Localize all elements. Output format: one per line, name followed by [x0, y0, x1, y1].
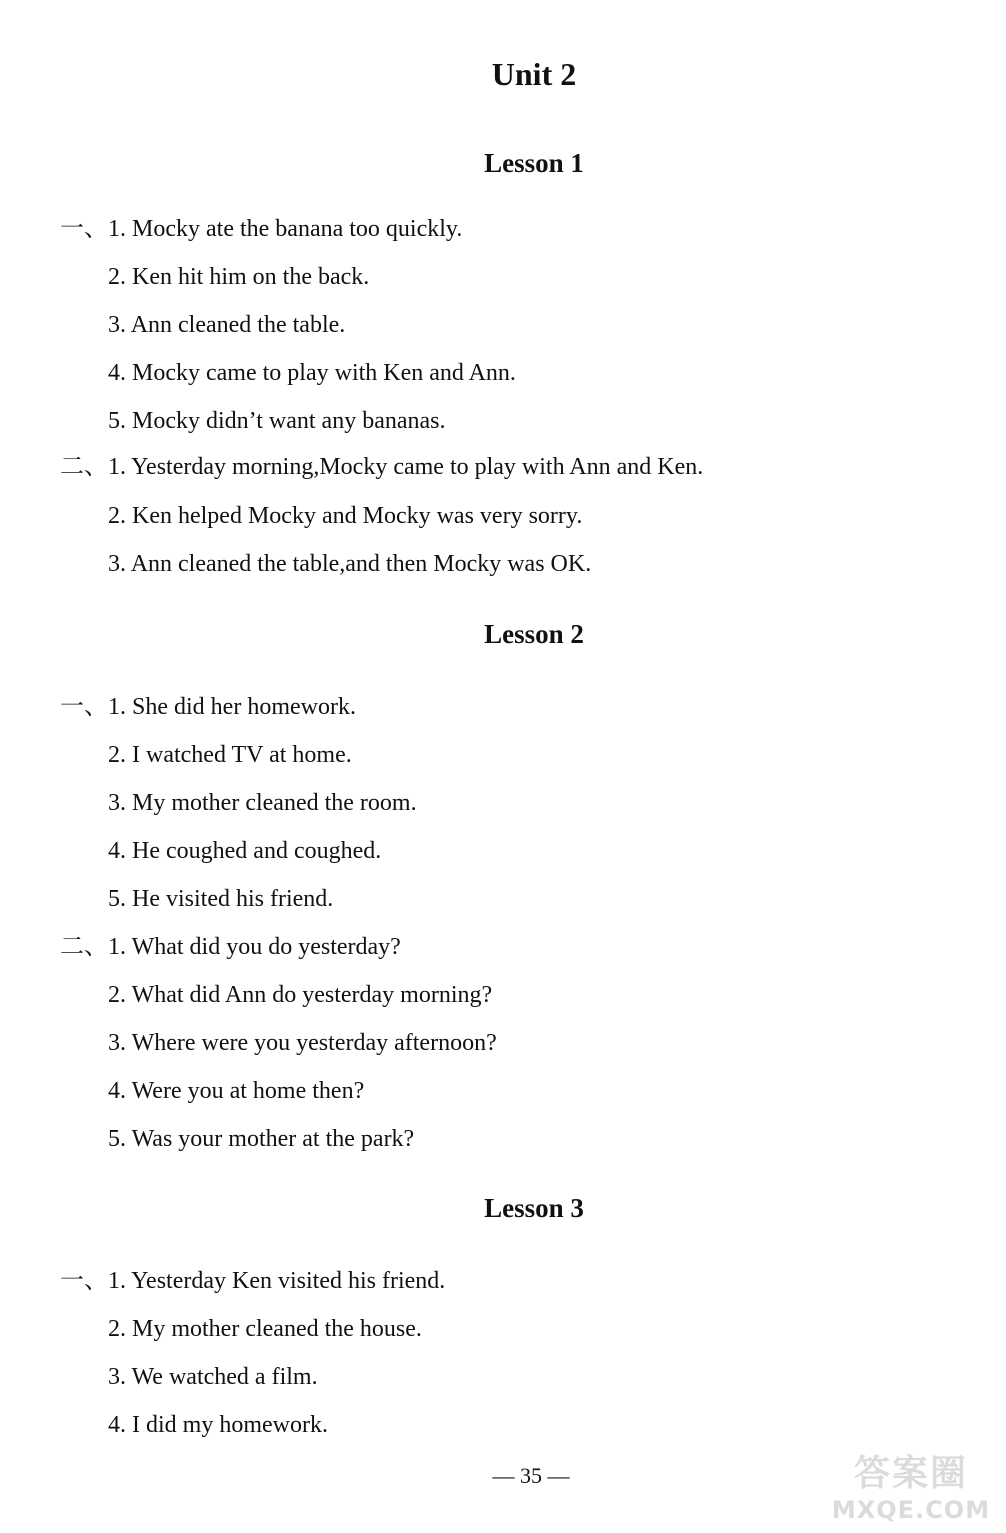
item-number: 3.	[108, 1364, 126, 1390]
item-text: My mother cleaned the house.	[132, 1316, 422, 1342]
list-item	[108, 406, 446, 436]
item-text: He visited his friend.	[132, 886, 334, 912]
watermark-top-text: 答案圈	[853, 1453, 968, 1494]
item-number: 1.	[108, 934, 126, 960]
item-text: Mocky ate the banana too quickly.	[132, 216, 463, 242]
unit-title: Unit 2	[491, 56, 577, 92]
item-number: 1.	[108, 1268, 126, 1294]
list-item	[60, 1266, 445, 1296]
watermark-bottom-text: MXQE.COM	[831, 1496, 991, 1524]
item-number: 5.	[108, 408, 126, 434]
list-item	[60, 932, 401, 962]
list-item	[108, 549, 591, 579]
item-text: We watched a film.	[131, 1364, 318, 1390]
lesson-title: Lesson 1	[484, 148, 584, 178]
list-item	[60, 214, 462, 244]
item-number: 3.	[108, 312, 126, 338]
list-item	[108, 310, 345, 340]
item-number: 2.	[108, 982, 126, 1008]
item-text: Was your mother at the park?	[131, 1126, 415, 1152]
section-marker: 一、	[60, 216, 108, 242]
item-text: I did my homework.	[132, 1412, 328, 1438]
item-text: What did Ann do yesterday morning?	[131, 982, 493, 1008]
section-marker: 二、	[60, 934, 108, 960]
item-number: 2.	[108, 1316, 126, 1342]
list-item	[108, 1028, 497, 1058]
item-text: She did her homework.	[132, 694, 356, 720]
list-item	[108, 262, 369, 292]
item-text: Where were you yesterday afternoon?	[131, 1030, 497, 1056]
list-item	[108, 1076, 364, 1106]
list-item	[108, 1362, 318, 1392]
item-text: Were you at home then?	[131, 1078, 365, 1104]
list-item	[108, 836, 381, 866]
item-number: 2.	[108, 503, 126, 529]
item-number: 3.	[108, 790, 126, 816]
item-number: 2.	[108, 264, 126, 290]
list-item	[60, 452, 703, 482]
item-number: 4.	[108, 1078, 126, 1104]
list-item	[108, 1124, 414, 1154]
item-text: He coughed and coughed.	[132, 838, 382, 864]
list-item	[108, 884, 333, 914]
item-text: Ken hit him on the back.	[132, 264, 370, 290]
item-text: Yesterday Ken visited his friend.	[131, 1268, 446, 1294]
item-number: 1.	[108, 454, 126, 480]
item-number: 1.	[108, 216, 126, 242]
item-number: 2.	[108, 742, 126, 768]
list-item	[108, 1314, 422, 1344]
item-text: I watched TV at home.	[132, 742, 352, 768]
list-item	[108, 788, 417, 818]
item-number: 5.	[108, 1126, 126, 1152]
lesson-title: Lesson 3	[484, 1193, 584, 1223]
list-item	[108, 1410, 328, 1440]
item-number: 3.	[108, 1030, 126, 1056]
item-text: Ann cleaned the table,and then Mocky was OK.	[130, 551, 592, 577]
section-marker: 二、	[60, 454, 108, 480]
item-text: Mocky came to play with Ken and Ann.	[132, 360, 516, 386]
item-text: My mother cleaned the room.	[132, 790, 417, 816]
item-number: 4.	[108, 838, 126, 864]
list-item	[108, 980, 492, 1010]
item-text: Yesterday morning,Mocky came to play with Ann and Ken.	[131, 454, 704, 480]
section-marker: 一、	[60, 1268, 108, 1294]
item-text: Ken helped Mocky and Mocky was very sorry.	[132, 503, 583, 529]
list-item	[108, 501, 582, 531]
list-item	[108, 740, 352, 770]
item-number: 3.	[108, 551, 126, 577]
list-item	[108, 358, 516, 388]
watermark-logo	[826, 1445, 996, 1525]
item-text: What did you do yesterday?	[131, 934, 401, 960]
item-text: Mocky didn’t want any bananas.	[132, 408, 446, 434]
section-marker: 一、	[60, 694, 108, 720]
item-number: 4.	[108, 1412, 126, 1438]
item-number: 1.	[108, 694, 126, 720]
list-item	[60, 692, 356, 722]
lesson-title: Lesson 2	[484, 619, 584, 649]
item-number: 5.	[108, 886, 126, 912]
item-text: Ann cleaned the table.	[130, 312, 346, 338]
page-number: — 35 —	[492, 1463, 570, 1488]
item-number: 4.	[108, 360, 126, 386]
